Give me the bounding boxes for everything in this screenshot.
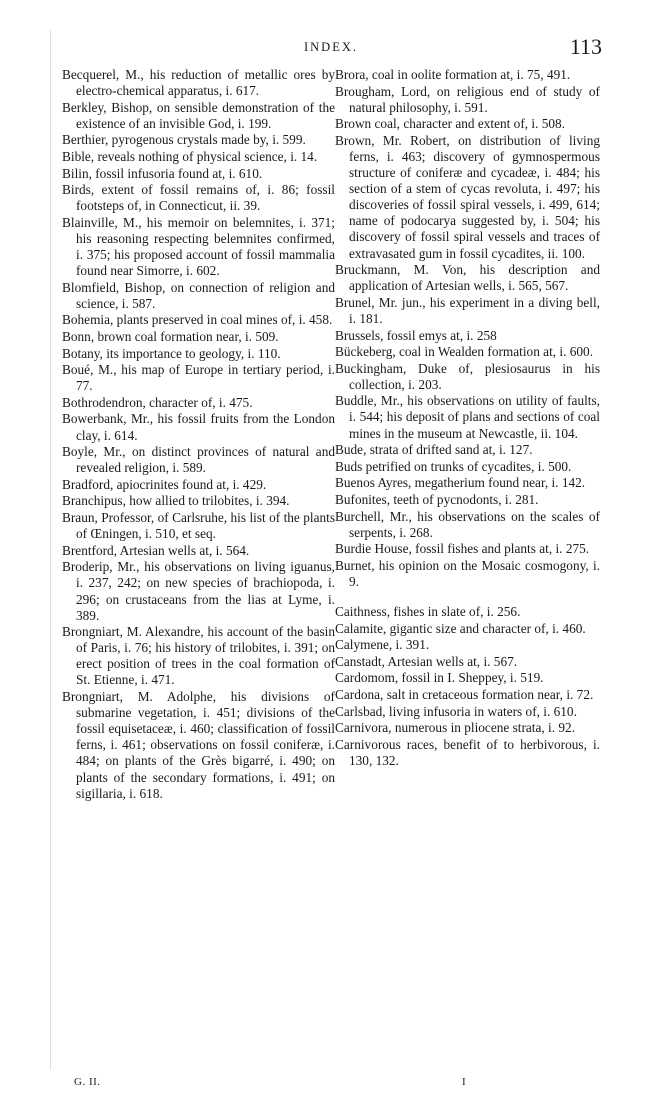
index-entry-bilin: Bilin, fossil infusoria found at, i. 610. xyxy=(62,165,263,181)
index-entry-burdie-house: Burdie House, fossil fishes and plants at, i. 275. xyxy=(335,541,590,557)
gathering-mark: I xyxy=(462,1076,466,1088)
index-entry-braun: Braun, Professor, of Carlsruhe, his list of the plants of Œningen, i. 510, et seq. xyxy=(62,510,335,542)
index-entry-bible: Bible, reveals nothing of physical science, i. 14. xyxy=(62,148,318,164)
index-entry-bothrodendron: Bothrodendron, character of, i. 475. xyxy=(62,394,253,410)
index-entry-carnivorous: Carnivorous races, benefit of to herbivorous, i. 130, 132. xyxy=(335,736,600,768)
index-entry-buenos-ayres: Buenos Ayres, megatherium found near, i. 142. xyxy=(335,475,586,491)
index-entry-boue: Boué, M., his map of Europe in tertiary period, i. 77. xyxy=(62,362,335,394)
index-entry-cardomom: Cardomom, fossil in I. Sheppey, i. 519. xyxy=(335,670,544,686)
index-entry-brongniart-alexandre: Brongniart, M. Alexandre, his account of the basin of Paris, i. 76; his history of trilobites, i. 391; on erect position of trees in the coal formation of St. Etienne, i. 471. xyxy=(62,624,335,688)
index-entry-boyle: Boyle, Mr., on distinct provinces of natural and revealed religion, i. 589. xyxy=(62,444,335,476)
index-entry-brentford: Brentford, Artesian wells at, i. 564. xyxy=(62,542,250,558)
index-entry-buds: Buds petrified on trunks of cycadites, i. 500. xyxy=(335,458,572,474)
index-entry-bonn: Bonn, brown coal formation near, i. 509. xyxy=(62,329,279,344)
index-entry-calymene: Calymene, i. 391. xyxy=(335,637,430,653)
index-entry-bohemia: Bohemia, plants preserved in coal mines of, i. 458. xyxy=(62,312,333,328)
page-number: 113 xyxy=(569,34,602,59)
signature-mark: G. II. xyxy=(74,1076,101,1088)
index-entry-carlsbad: Carlsbad, living infusoria in waters of, i. 610. xyxy=(335,703,577,719)
index-entry-berkley: Berkley, Bishop, on sensible demonstration of the existence of an invisible God, i. 199. xyxy=(62,99,335,131)
index-entry-blainville: Blainville, M., his memoir on belemnites, i. 371; his reasoning respecting belemnites confirmed, i. 375; his proposed account of fossil mammalia found near Simorre, i. 602. xyxy=(62,214,335,279)
index-entry-bowerbank: Bowerbank, Mr., his fossil fruits from the London clay, i. 614. xyxy=(62,411,335,443)
index-entry-becquerel: Becquerel, M., his reduction of metallic ores by electro-chemical apparatus, i. 617. xyxy=(62,67,335,99)
index-entry-burnet: Burnet, his opinion on the Mosaic cosmogony, i. 9. xyxy=(335,557,600,589)
index-entry-bruckmann: Bruckmann, M. Von, his description and application of Artesian wells, i. 565, 567. xyxy=(335,262,600,294)
index-entry-burchell: Burchell, Mr., his observations on the scales of serpents, i. 268. xyxy=(335,508,600,540)
index-entry-brongniart-adolphe: Brongniart, M. Adolphe, his divisions of submarine vegetation, i. 451; divisions of the fossil equisetaceæ, i. 460; classification of fossil ferns, i. 461; observations on fossil coniferæ, i. 484; on plants of the Grès bigarré, i. 490; on plants of the secondary formations, i. 491; on sigillaria, i. 618. xyxy=(62,689,335,801)
index-entry-birds: Birds, extent of fossil remains of, i. 86; fossil footsteps of, in Connecticut, ii. 39. xyxy=(62,182,335,214)
index-entry-broderip: Broderip, Mr., his observations on living iguanus, i. 237, 242; on new species of brachiopoda, i. 296; on crustaceans from the lias at Lyme, i. 389. xyxy=(62,559,335,623)
index-entry-calamite: Calamite, gigantic size and character of, i. 460. xyxy=(335,620,586,636)
index-entry-caithness: Caithness, fishes in slate of, i. 256. xyxy=(335,604,521,619)
index-entry-brown-robert: Brown, Mr. Robert, on distribution of living ferns, i. 463; discovery of gymnospermous structure of coniferæ and cycadeæ, i. 484; his section of a stem of cycas revoluta, i. 497; his discoveries of fossil spiral vessels, i. 499, 614; name of podocarya suggested by, i. 504; his discovery of fossil spiral vessels and traces of extravasated gum in fossil cycadites, ii. 100. xyxy=(335,132,600,261)
left-column xyxy=(62,67,335,802)
index-entry-brora: Brora, coal in oolite formation at, i. 75, 491. xyxy=(335,67,571,82)
index-entry-bude: Bude, strata of drifted sand at, i. 127. xyxy=(335,442,533,458)
index-entry-bradford: Bradford, apiocrinites found at, i. 429. xyxy=(62,476,267,492)
index-entry-buckingham: Buckingham, Duke of, plesiosaurus in his collection, i. 203. xyxy=(335,360,600,392)
index-entry-cardona: Cardona, salt in cretaceous formation near, i. 72. xyxy=(335,686,594,702)
index-entry-carnivora: Carnivora, numerous in pliocene strata, i. 92. xyxy=(335,720,576,736)
index-entry-buckeberg: Bückeberg, coal in Wealden formation at, i. 600. xyxy=(335,344,594,360)
right-column xyxy=(335,67,600,769)
index-entry-brussels: Brussels, fossil emys at, i. 258 xyxy=(335,327,497,343)
index-entry-botany: Botany, its importance to geology, i. 110. xyxy=(62,345,281,361)
index-entry-brunel: Brunel, Mr. jun., his experiment in a diving bell, i. 181. xyxy=(335,294,600,326)
index-entry-branchipus: Branchipus, how allied to trilobites, i. 394. xyxy=(62,493,290,509)
index-entry-buddle: Buddle, Mr., his observations on utility of faults, i. 544; his deposit of plans and sections of coal mines in the museum at Newcastle, ii. 104. xyxy=(335,393,600,441)
index-entry-brown-coal: Brown coal, character and extent of, i. 508. xyxy=(335,116,566,132)
index-entry-bufonites: Bufonites, teeth of pycnodonts, i. 281. xyxy=(335,491,539,507)
page-title: INDEX. xyxy=(303,40,358,54)
index-entry-berthier: Berthier, pyrogenous crystals made by, i. 599. xyxy=(62,132,306,148)
index-entry-brougham: Brougham, Lord, on religious end of study of natural philosophy, i. 591. xyxy=(335,83,600,115)
index-entry-canstadt: Canstadt, Artesian wells at, i. 567. xyxy=(335,653,518,669)
index-entry-blomfield: Blomfield, Bishop, on connection of religion and science, i. 587. xyxy=(62,279,335,311)
binding-edge xyxy=(50,30,51,1070)
